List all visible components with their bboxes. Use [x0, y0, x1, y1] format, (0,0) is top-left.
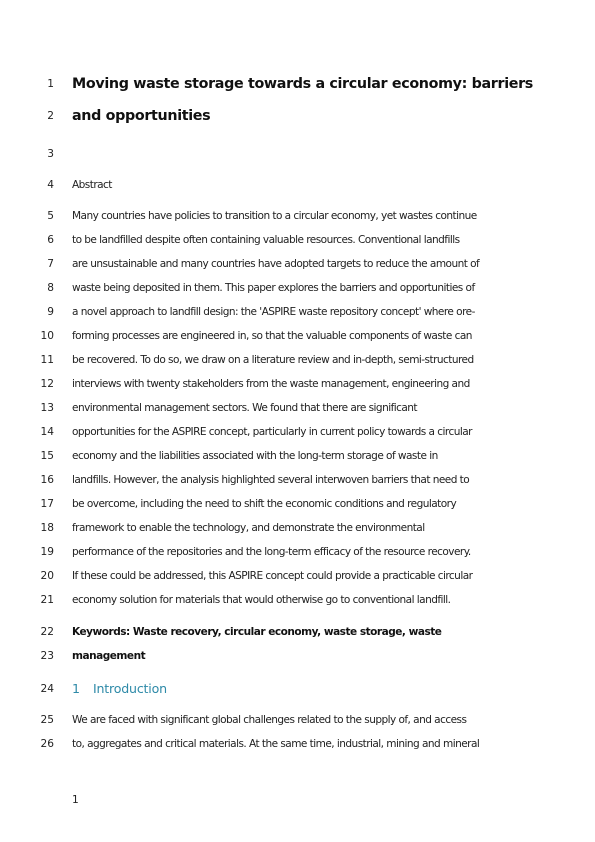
keywords-line-1: Keywords: Waste recovery, circular economy, waste storage, waste: [72, 626, 442, 638]
line-20: [0, 564, 595, 588]
line-number: 10: [40, 330, 54, 342]
abstract-text-line: environmental management sectors. We found that there are significant: [72, 402, 418, 414]
line-10: [0, 324, 595, 348]
line-number: 7: [47, 258, 54, 270]
line-number: 18: [40, 522, 54, 534]
page-number: 1: [72, 794, 79, 806]
line-number: 19: [40, 546, 54, 558]
line-4: [0, 173, 595, 197]
line-12: [0, 372, 595, 396]
paper-title-line-1: Moving waste storage towards a circular economy: barriers: [72, 76, 533, 92]
line-number: 21: [40, 594, 54, 606]
line-6: [0, 228, 595, 252]
line-19: [0, 540, 595, 564]
line-18: [0, 516, 595, 540]
abstract-text-line: Many countries have policies to transition to a circular economy, yet wastes continue: [72, 210, 477, 222]
line-number: 4: [47, 179, 54, 191]
abstract-text-line: opportunities for the ASPIRE concept, particularly in current policy towards a circular: [72, 426, 472, 438]
abstract-text-line: framework to enable the technology, and demonstrate the environmental: [72, 522, 425, 534]
abstract-text-line: waste being deposited in them. This paper explores the barriers and opportunities of: [72, 282, 475, 294]
line-15: [0, 444, 595, 468]
line-number: 17: [40, 498, 54, 510]
paper-title-line-2: and opportunities: [72, 108, 211, 124]
line-number: 22: [40, 626, 54, 638]
line-number: 6: [47, 234, 54, 246]
line-number: 8: [47, 282, 54, 294]
abstract-text-line: landfills. However, the analysis highlighted several interwoven barriers that need to: [72, 474, 470, 486]
line-3: [0, 142, 595, 166]
abstract-text-line: economy solution for materials that would otherwise go to conventional landfill.: [72, 594, 451, 606]
line-1: [0, 72, 595, 96]
line-17: [0, 492, 595, 516]
line-number: 26: [40, 738, 54, 750]
abstract-text-line: If these could be addressed, this ASPIRE concept could provide a practicable circular: [72, 570, 473, 582]
line-22: [0, 620, 595, 644]
keywords-line-2: management: [72, 650, 146, 662]
abstract-text-line: economy and the liabilities associated with the long-term storage of waste in: [72, 450, 438, 462]
line-number: 14: [40, 426, 54, 438]
abstract-text-line: to be landfilled despite often containing valuable resources. Conventional landfills: [72, 234, 460, 246]
line-24: [0, 677, 595, 701]
section-heading: [72, 677, 167, 701]
line-26: [0, 732, 595, 756]
line-2: [0, 104, 595, 128]
line-14: [0, 420, 595, 444]
section-number: 1: [72, 681, 80, 696]
line-number: 24: [40, 683, 54, 695]
line-number: 3: [47, 148, 54, 160]
abstract-text-line: are unsustainable and many countries have adopted targets to reduce the amount of: [72, 258, 480, 270]
abstract-text-line: performance of the repositories and the long-term efficacy of the resource recovery.: [72, 546, 471, 558]
intro-text-line: to, aggregates and critical materials. At the same time, industrial, mining and mineral: [72, 738, 480, 750]
abstract-text-line: forming processes are engineered in, so that the valuable components of waste can: [72, 330, 472, 342]
line-16: [0, 468, 595, 492]
line-number: 25: [40, 714, 54, 726]
line-21: [0, 588, 595, 612]
abstract-label: Abstract: [72, 179, 112, 191]
line-number: 23: [40, 650, 54, 662]
line-5: [0, 204, 595, 228]
line-25: [0, 708, 595, 732]
line-number: 2: [47, 110, 54, 122]
line-9: [0, 300, 595, 324]
line-number: 12: [40, 378, 54, 390]
line-7: [0, 252, 595, 276]
line-number: 9: [47, 306, 54, 318]
abstract-text-line: be recovered. To do so, we draw on a literature review and in-depth, semi-structured: [72, 354, 474, 366]
line-23: [0, 644, 595, 668]
abstract-text-line: be overcome, including the need to shift the economic conditions and regulatory: [72, 498, 457, 510]
abstract-text-line: interviews with twenty stakeholders from the waste management, engineering and: [72, 378, 470, 390]
section-title: Introduction: [93, 681, 167, 696]
line-number: 13: [40, 402, 54, 414]
line-number: 20: [40, 570, 54, 582]
line-number: 1: [47, 78, 54, 90]
abstract-text-line: a novel approach to landfill design: the 'ASPIRE waste repository concept' where ore-: [72, 306, 475, 318]
line-13: [0, 396, 595, 420]
line-number: 15: [40, 450, 54, 462]
line-number: 16: [40, 474, 54, 486]
line-number: 11: [40, 354, 54, 366]
line-11: [0, 348, 595, 372]
line-number: 5: [47, 210, 54, 222]
line-8: [0, 276, 595, 300]
intro-text-line: We are faced with significant global challenges related to the supply of, and access: [72, 714, 467, 726]
